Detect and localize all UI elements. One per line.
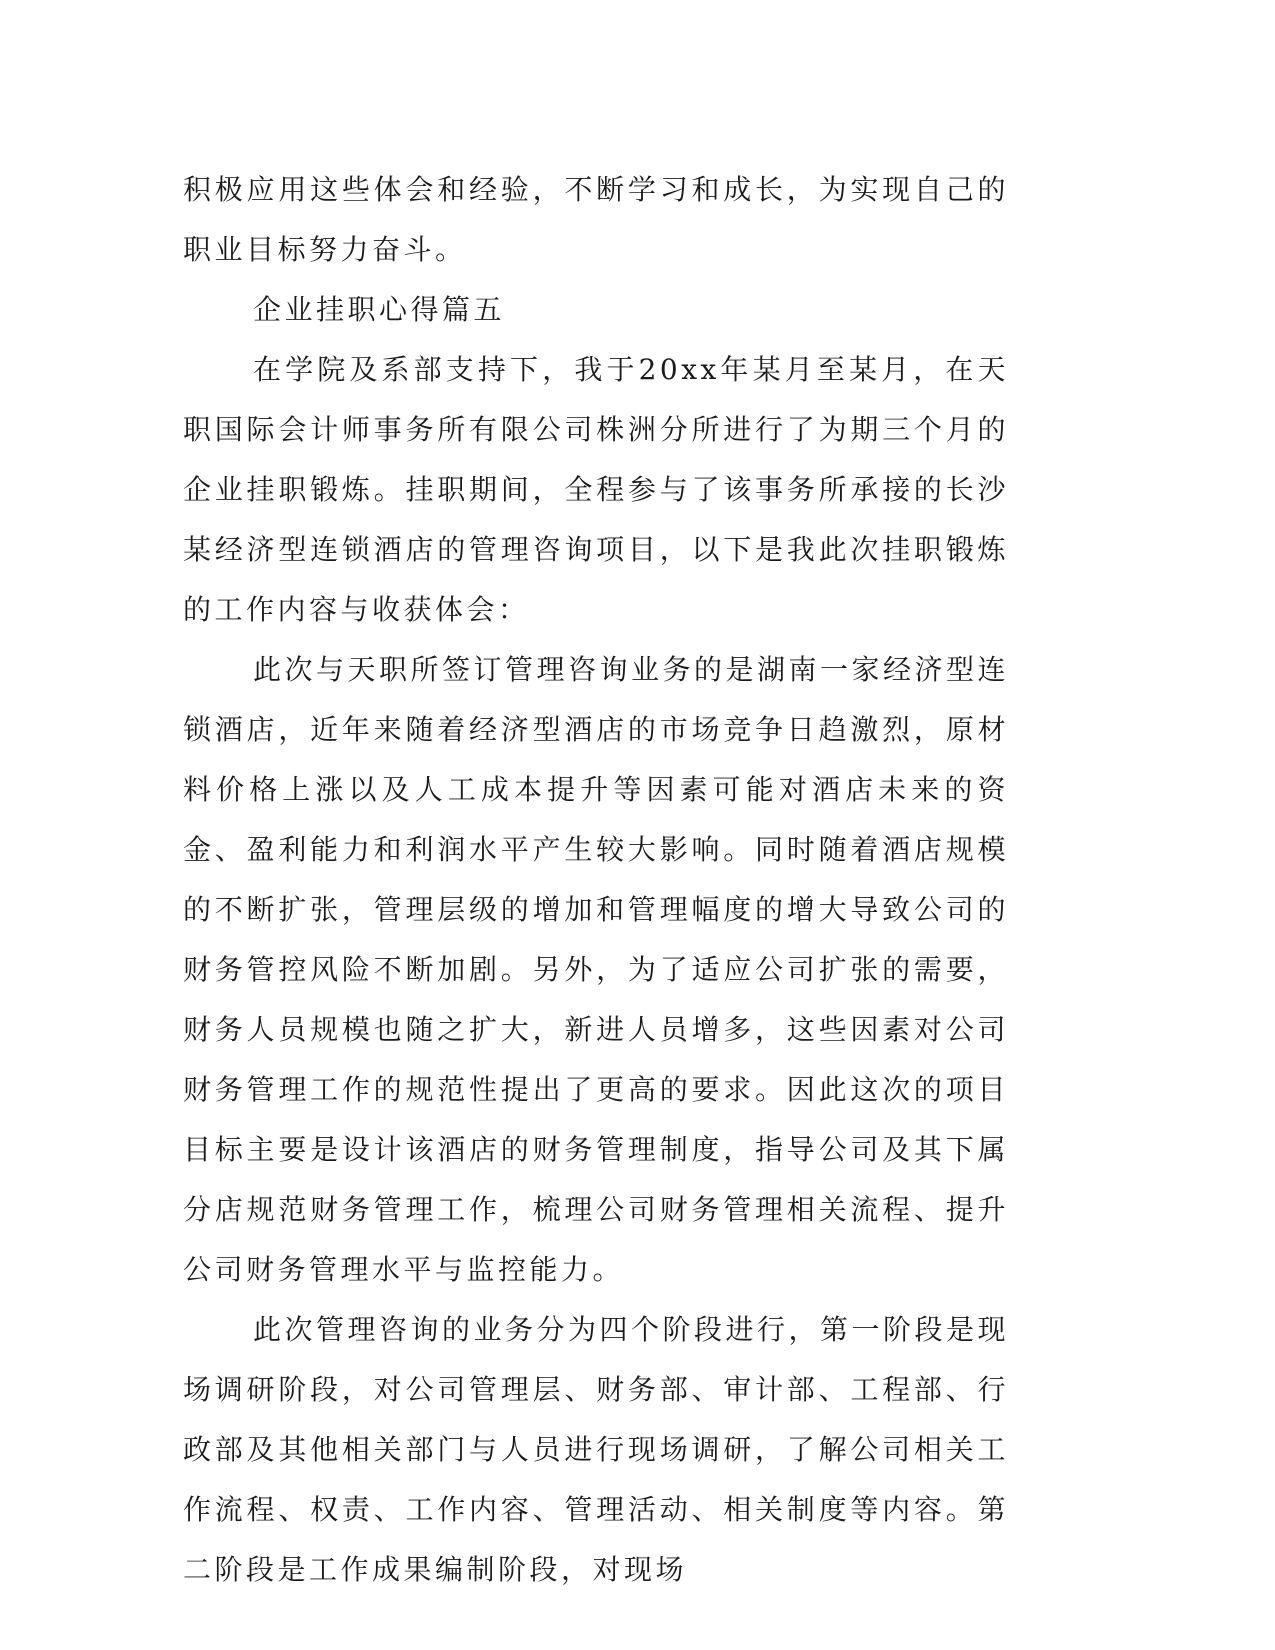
document-body <box>183 160 1009 1600</box>
paragraph-continuation: 积极应用这些体会和经验，不断学习和成长，为实现自己的职业目标努力奋斗。 <box>183 173 1009 266</box>
paragraph-background: 此次与天职所签订管理咨询业务的是湖南一家经济型连锁酒店，近年来随着经济型酒店的市场竞争日趋激烈，原材料价格上涨以及人工成本提升等因素可能对酒店未来的资金、盈利能力和利润水平产生较大影响。同时随着酒店规模的不断扩张，管理层级的增加和管理幅度的增大导致公司的财务管控风险不断加剧。另外，为了适应公司扩张的需要，财务人员规模也随之扩大，新进人员增多，这些因素对公司财务管理工作的规范性提出了更高的要求。因此这次的项目目标主要是设计该酒店的财务管理制度，指导公司及其下属分店规范财务管理工作，梳理公司财务管理相关流程、提升公司财务管理水平与监控能力。 <box>183 653 1010 1286</box>
paragraph-intro: 在学院及系部支持下，我于20xx年某月至某月，在天职国际会计师事务所有限公司株洲分所进行了为期三个月的企业挂职锻炼。挂职期间，全程参与了该事务所承接的长沙某经济型连锁酒店的管理咨询项目，以下是我此次挂职锻炼的工作内容与收获体会： <box>183 353 1009 626</box>
paragraph-stages: 此次管理咨询的业务分为四个阶段进行，第一阶段是现场调研阶段，对公司管理层、财务部、审计部、工程部、行政部及其他相关部门与人员进行现场调研，了解公司相关工作流程、权责、工作内容、管理活动、相关制度等内容。第二阶段是工作成果编制阶段，对现场 <box>183 1313 1010 1586</box>
section-heading: 企业挂职心得篇五 <box>253 293 506 326</box>
